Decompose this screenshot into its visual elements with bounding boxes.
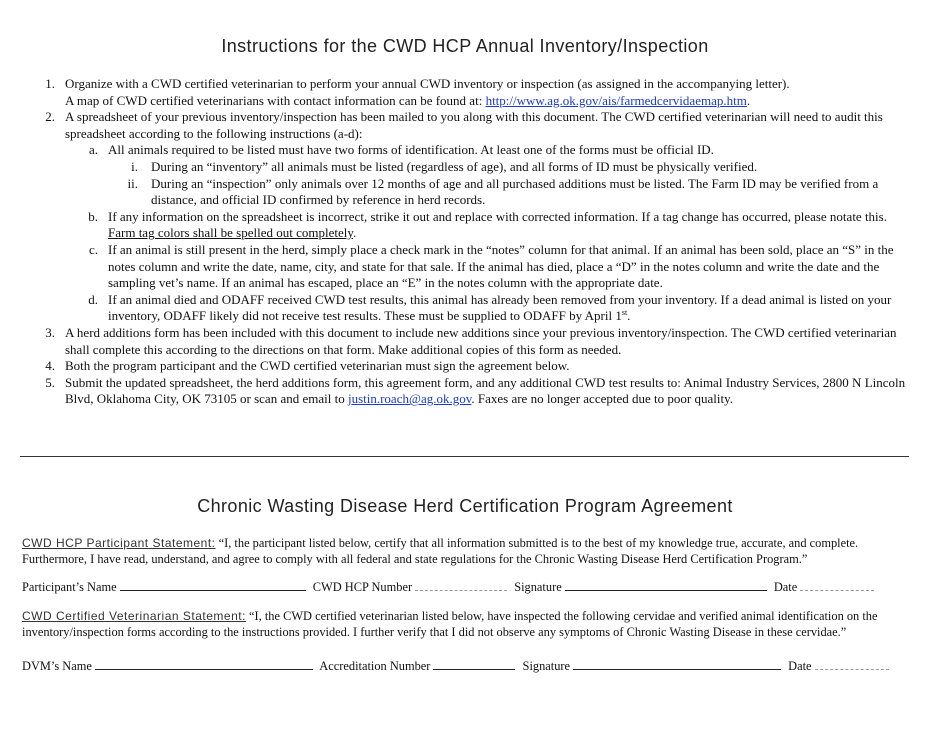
accreditation-number-field[interactable] bbox=[433, 658, 515, 670]
list-item bbox=[22, 76, 912, 109]
participant-signature-field[interactable] bbox=[565, 579, 767, 591]
item-text: If an animal died and ODAFF received CWD test results, this animal has already been removed from your inventory. If a dead animal is listed on your inventory, ODAFF likely did not receive test results. These must be supplied to ODAFF by April 1st. bbox=[108, 291, 892, 324]
vet-signature-line bbox=[22, 658, 912, 675]
instructions-list bbox=[22, 76, 912, 408]
item-number: b. bbox=[88, 208, 98, 224]
vet-date-label: Date bbox=[788, 659, 812, 673]
item-number: c. bbox=[88, 241, 98, 257]
vet-statement-text: “I, the CWD certified veterinarian listed below, have inspected the following cervidae and verified animal identification on the inventory/inspection forms according to the instructions provided. I further verify that I did not observe any symptoms of Chronic Wasting Disease in these cervidae.” bbox=[22, 609, 878, 639]
sub-list-item bbox=[65, 142, 912, 159]
sub-list-item bbox=[65, 292, 912, 325]
section-divider bbox=[20, 456, 909, 457]
list-item bbox=[22, 325, 912, 358]
instructions-title: Instructions for the CWD HCP Annual Inventory/Inspection bbox=[221, 36, 709, 56]
item-number: 1. bbox=[45, 76, 55, 91]
vet-date-field[interactable] bbox=[815, 658, 889, 670]
item-text: A spreadsheet of your previous inventory/inspection has been mailed to you along with this document. The CWD certified veterinarian will need to audit this spreadsheet according to the following instructions (a-d): bbox=[65, 109, 883, 141]
sub-sub-list-item bbox=[108, 159, 912, 176]
accreditation-number-label: Accreditation Number bbox=[319, 659, 431, 673]
participant-statement-text: “I, the participant listed below, certify that all information submitted is to the best of my knowledge true, accurate, and complete. Furthermore, I have read, understand, and agree to comply with all federal and state regulations for the Chronic Wasting Disease Herd Certification Program.” bbox=[22, 536, 859, 566]
item-number: 3. bbox=[45, 324, 55, 340]
email-link[interactable]: justin.roach@ag.ok.gov bbox=[347, 391, 472, 407]
participant-name-field[interactable] bbox=[120, 579, 306, 591]
cwd-hcp-number-label: CWD HCP Number bbox=[312, 580, 413, 594]
item-text: Organize with a CWD certified veterinarian to perform your annual CWD inventory or inspection (as assigned in the accompanying letter). A map of CWD certified veterinarians with contact information can be found at: http://www.ag.ok.gov/ais/farmedcervidaemap.htm. bbox=[65, 76, 790, 108]
cwd-hcp-number-field[interactable] bbox=[415, 579, 507, 591]
item-number: 4. bbox=[45, 358, 55, 374]
vet-signature-label: Signature bbox=[522, 659, 571, 673]
participant-date-field[interactable] bbox=[800, 579, 874, 591]
participant-signature-line bbox=[22, 579, 912, 596]
participant-statement-label: CWD HCP Participant Statement: bbox=[22, 536, 216, 550]
vet-statement-label: CWD Certified Veterinarian Statement: bbox=[22, 609, 246, 623]
underlined-requirement: Farm tag colors shall be spelled out completely bbox=[108, 225, 354, 241]
item-text: A herd additions form has been included with this document to include new additions since your previous inventory/inspection. The CWD certified veterinarian shall complete this according to the directions on that form. Make additional copies of this form as needed. bbox=[65, 324, 897, 357]
item-text: During an “inspection” only animals over 12 months of age and all purchased additions must be listed. The Farm ID may be verified from a distance, and official ID confirmed by reference in herd records. bbox=[151, 175, 879, 208]
dvm-name-label: DVM’s Name bbox=[22, 659, 92, 673]
item-number: 2. bbox=[45, 109, 55, 125]
item-number: 5. bbox=[45, 374, 55, 390]
item-number: i. bbox=[131, 158, 138, 174]
list-item bbox=[22, 109, 912, 142]
item-text: If any information on the spreadsheet is incorrect, strike it out and replace with corrected information. If a tag change has occurred, please notate this. Farm tag colors shall be spelled out completely. bbox=[108, 208, 887, 241]
item-number: d. bbox=[88, 291, 98, 307]
participant-date-label: Date bbox=[773, 580, 798, 594]
sub-list-item bbox=[65, 242, 912, 292]
item-text: Both the program participant and the CWD certified veterinarian must sign the agreement below. bbox=[65, 358, 570, 374]
vet-signature-field[interactable] bbox=[573, 658, 781, 670]
sub-list-item bbox=[65, 209, 912, 242]
dvm-name-field[interactable] bbox=[95, 658, 313, 670]
item-number: a. bbox=[88, 142, 98, 158]
list-item bbox=[22, 358, 912, 375]
item-text: If an animal is still present in the herd, simply place a check mark in the “notes” column for that animal. If an animal has been sold, place an “S” in the notes column and write the date, name, city, and state for that sale. If the animal has died, place a “D” in the notes column and write the date and the sampling vet’s name. If an animal has escaped, place an “E” in the notes column with the appropriate date. bbox=[108, 241, 894, 291]
participant-statement bbox=[22, 535, 912, 567]
agreement-title: Chronic Wasting Disease Herd Certification Program Agreement bbox=[197, 496, 733, 516]
item-text: During an “inventory” all animals must be listed (regardless of age), and all forms of ID must be physically verified. bbox=[151, 158, 758, 174]
participant-name-label: Participant’s Name bbox=[22, 580, 117, 594]
item-number: ii. bbox=[127, 175, 138, 191]
list-item bbox=[22, 375, 912, 408]
participant-signature-label: Signature bbox=[514, 580, 562, 594]
vet-statement bbox=[22, 608, 912, 640]
item-text: All animals required to be listed must have two forms of identification. At least one of the forms must be official ID. bbox=[108, 142, 714, 158]
sub-sub-list-item bbox=[108, 176, 912, 209]
vet-map-link[interactable]: http://www.ag.ok.gov/ais/farmedcervidaemap.htm bbox=[485, 92, 747, 108]
item-text: Submit the updated spreadsheet, the herd additions form, this agreement form, and any additional CWD test results to: Animal Industry Services, 2800 N Lincoln Blvd, Oklahoma City, OK 73105 or scan and email to justin.roach@ag.ok.gov. Faxes are no longer accepted due to poor quality. bbox=[65, 374, 906, 407]
